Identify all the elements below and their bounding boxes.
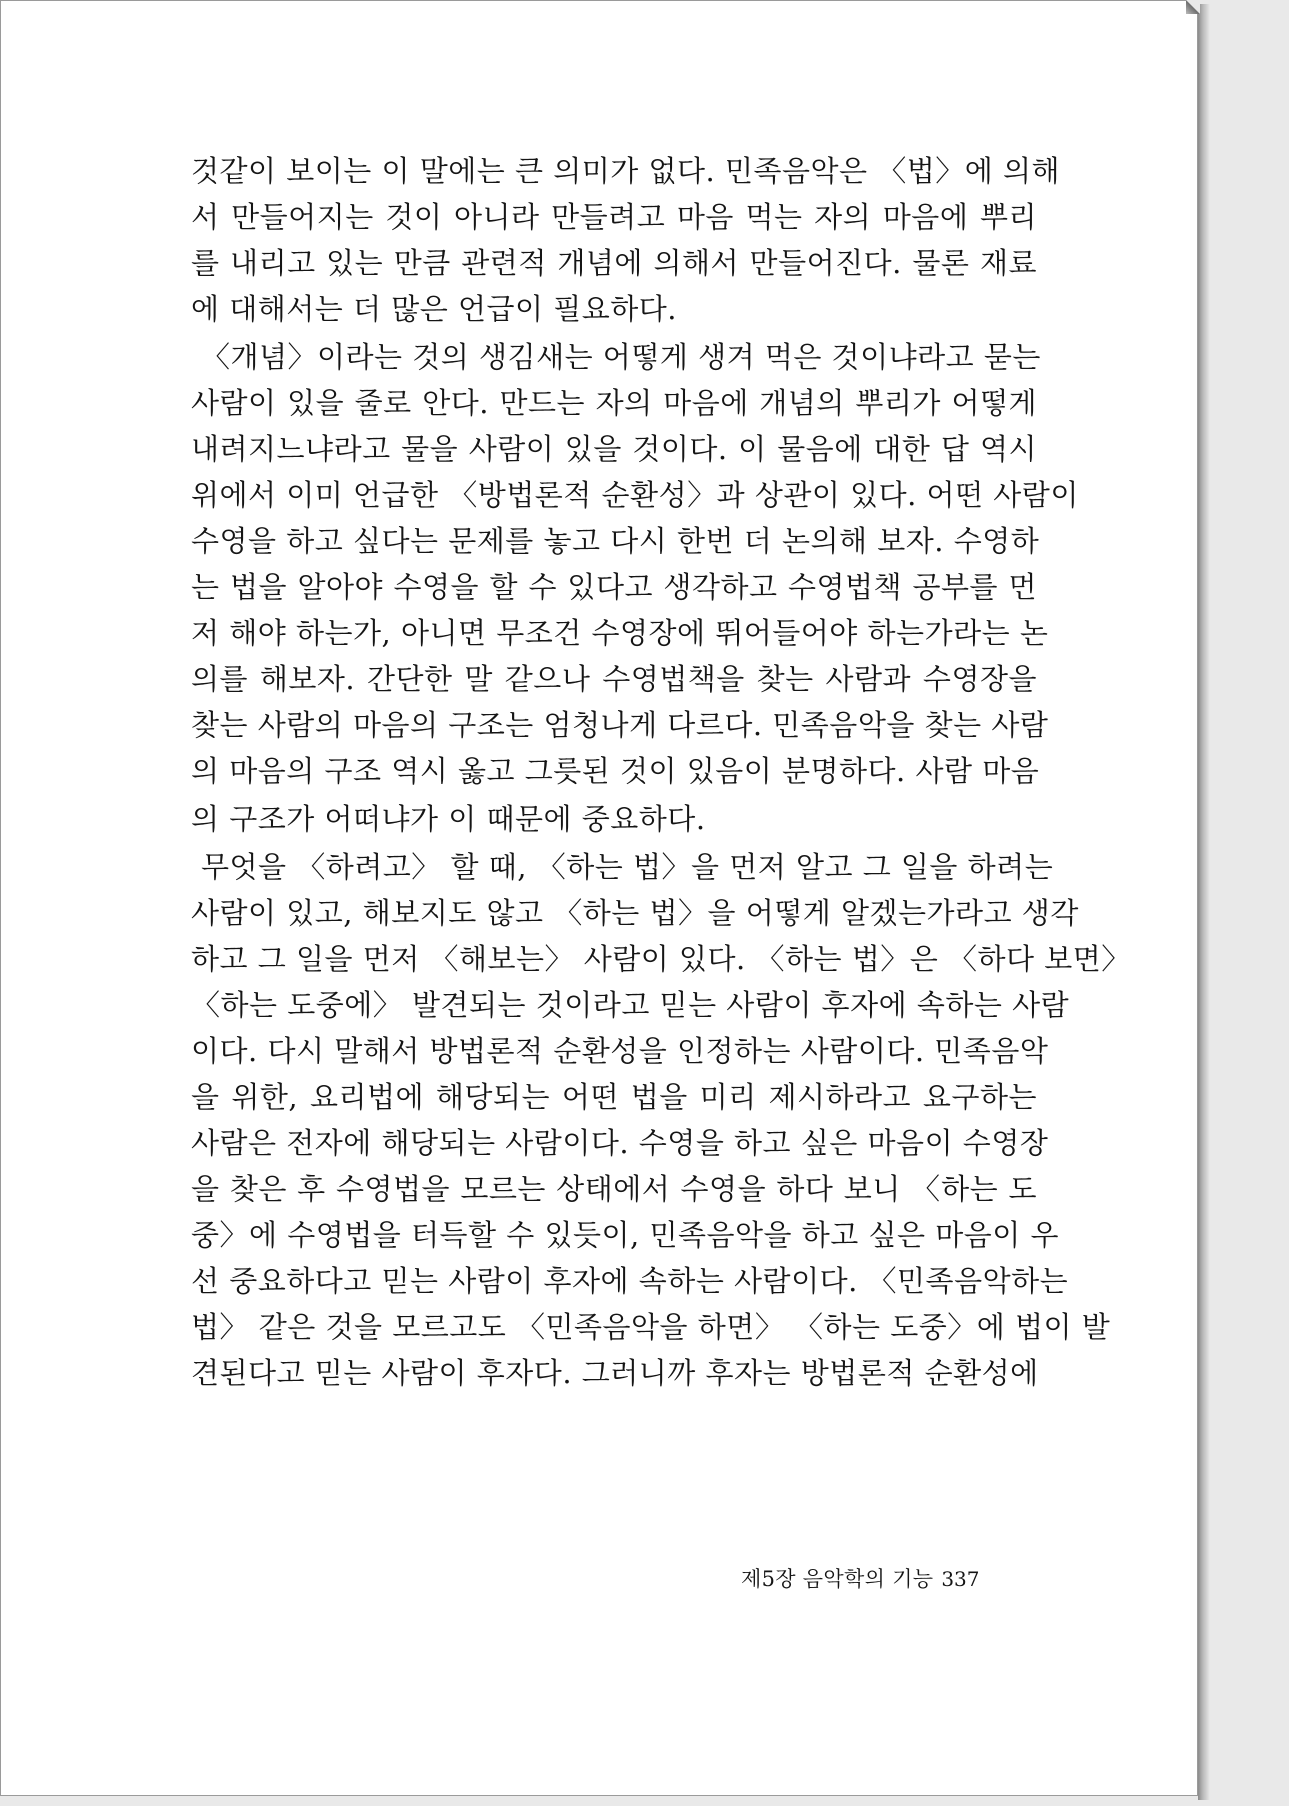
page-corner-fold <box>1186 0 1200 14</box>
text-line: 의 구조가 어떠냐가 이 때문에 중요하다. <box>191 802 706 836</box>
text-line: 수영을 하고 싶다는 문제를 놓고 다시 한번 더 논의해 보자. 수영하 <box>191 524 1040 558</box>
text-line: 는 법을 알아야 수영을 할 수 있다고 생각하고 수영법책 공부를 먼 <box>191 570 1037 604</box>
paragraph-start-line: 무엇을 〈하려고〉 할 때, 〈하는 법〉을 먼저 알고 그 일을 하려는 <box>201 850 1054 884</box>
text-line: 견된다고 믿는 사람이 후자다. 그러니까 후자는 방법론적 순환성에 <box>191 1356 1039 1390</box>
text-line: 에 대해서는 더 많은 언급이 필요하다. <box>191 292 678 326</box>
text-line: 하고 그 일을 먼저 〈해보는〉 사람이 있다. 〈하는 법〉은 〈하다 보면〉 <box>191 942 1131 976</box>
text-line: 이다. 다시 말해서 방법론적 순환성을 인정하는 사람이다. 민족음악 <box>191 1034 1049 1068</box>
text-line: 을 위한, 요리법에 해당되는 어떤 법을 미리 제시하라고 요구하는 <box>191 1080 1037 1114</box>
chapter-title: 제5장 음악학의 기능 <box>741 1567 934 1591</box>
text-line: 것같이 보이는 이 말에는 큰 의미가 없다. 민족음악은 〈법〉에 의해 <box>191 154 1061 188</box>
text-line: 사람이 있고, 해보지도 않고 〈하는 법〉을 어떻게 알겠는가라고 생각 <box>191 896 1079 930</box>
page-edge-shadow <box>1198 4 1210 1800</box>
text-line: 위에서 이미 언급한 〈방법론적 순환성〉과 상관이 있다. 어떤 사람이 <box>191 478 1079 512</box>
text-line: 를 내리고 있는 만큼 관련적 개념에 의해서 만들어진다. 물론 재료 <box>191 246 1037 280</box>
text-line: 중〉에 수영법을 터득할 수 있듯이, 민족음악을 하고 싶은 마음이 우 <box>191 1218 1060 1252</box>
text-line: 서 만들어지는 것이 아니라 만들려고 마음 먹는 자의 마음에 뿌리 <box>191 200 1037 234</box>
text-line: 저 해야 하는가, 아니면 무조건 수영장에 뛰어들어야 하는가라는 논 <box>191 616 1049 650</box>
text-line: 찾는 사람의 마음의 구조는 엄청나게 다르다. 민족음악을 찾는 사람 <box>191 708 1049 742</box>
running-footer <box>741 1561 1011 1597</box>
text-line: 사람은 전자에 해당되는 사람이다. 수영을 하고 싶은 마음이 수영장 <box>191 1126 1049 1160</box>
text-line: 선 중요하다고 믿는 사람이 후자에 속하는 사람이다. 〈민족음악하는 <box>191 1264 1069 1298</box>
text-line: 을 찾은 후 수영법을 모르는 상태에서 수영을 하다 보니 〈하는 도 <box>191 1172 1037 1206</box>
page-number: 337 <box>941 1567 980 1591</box>
text-line: 사람이 있을 줄로 안다. 만드는 자의 마음에 개념의 뿌리가 어떻게 <box>191 386 1037 420</box>
text-line: 의 마음의 구조 역시 옳고 그릇된 것이 있음이 분명하다. 사람 마음 <box>191 754 1040 788</box>
text-line: 내려지느냐라고 물을 사람이 있을 것이다. 이 물음에 대한 답 역시 <box>191 432 1037 466</box>
paragraph-start-line: 〈개념〉이라는 것의 생김새는 어떻게 생겨 먹은 것이냐라고 묻는 <box>201 340 1041 374</box>
text-line: 의를 해보자. 간단한 말 같으나 수영법책을 찾는 사람과 수영장을 <box>191 662 1037 696</box>
text-line: 법〉 같은 것을 모르고도 〈민족음악을 하면〉 〈하는 도중〉에 법이 발 <box>191 1310 1111 1344</box>
text-line: 〈하는 도중에〉 발견되는 것이라고 믿는 사람이 후자에 속하는 사람 <box>191 988 1070 1022</box>
